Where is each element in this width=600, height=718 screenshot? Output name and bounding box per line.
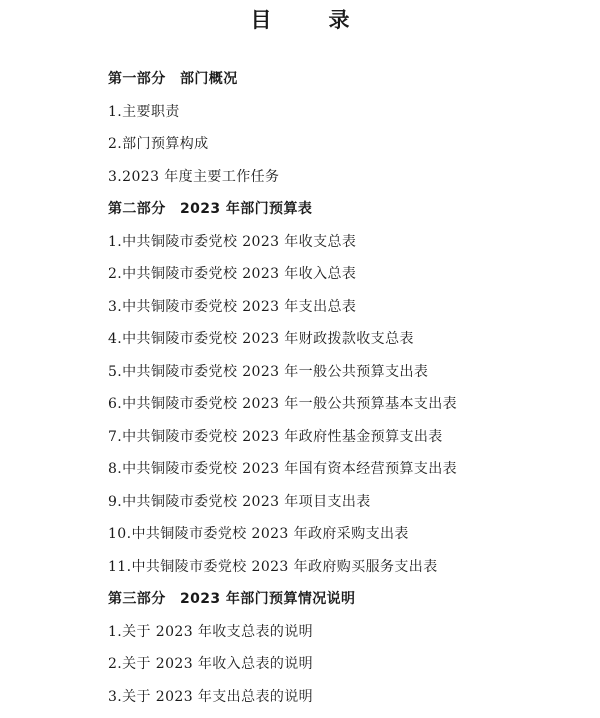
toc-item[interactable]: 3.关于 2023 年支出总表的说明 bbox=[108, 686, 588, 718]
toc-item[interactable]: 4.中共铜陵市委党校 2023 年财政拨款收支总表 bbox=[108, 328, 588, 361]
toc-item[interactable]: 3.2023 年度主要工作任务 bbox=[108, 166, 588, 199]
toc-item[interactable]: 1.主要职责 bbox=[108, 101, 588, 134]
toc-item[interactable]: 8.中共铜陵市委党校 2023 年国有资本经营预算支出表 bbox=[108, 458, 588, 491]
toc-item[interactable]: 11.中共铜陵市委党校 2023 年政府购买服务支出表 bbox=[108, 556, 588, 589]
table-of-contents bbox=[108, 68, 588, 718]
toc-item[interactable]: 2.部门预算构成 bbox=[108, 133, 588, 166]
toc-item[interactable]: 9.中共铜陵市委党校 2023 年项目支出表 bbox=[108, 491, 588, 524]
section-heading-2[interactable]: 第二部分 2023 年部门预算表 bbox=[108, 198, 588, 231]
toc-item[interactable]: 7.中共铜陵市委党校 2023 年政府性基金预算支出表 bbox=[108, 426, 588, 459]
toc-item[interactable]: 1.关于 2023 年收支总表的说明 bbox=[108, 621, 588, 654]
section-heading-1[interactable]: 第一部分 部门概况 bbox=[108, 68, 588, 101]
section-heading-3[interactable]: 第三部分 2023 年部门预算情况说明 bbox=[108, 588, 588, 621]
toc-item[interactable]: 6.中共铜陵市委党校 2023 年一般公共预算基本支出表 bbox=[108, 393, 588, 426]
toc-item[interactable]: 2.关于 2023 年收入总表的说明 bbox=[108, 653, 588, 686]
toc-item[interactable]: 5.中共铜陵市委党校 2023 年一般公共预算支出表 bbox=[108, 361, 588, 394]
toc-item[interactable]: 1.中共铜陵市委党校 2023 年收支总表 bbox=[108, 231, 588, 264]
page-title: 目 录 bbox=[0, 6, 600, 34]
toc-item[interactable]: 10.中共铜陵市委党校 2023 年政府采购支出表 bbox=[108, 523, 588, 556]
toc-item[interactable]: 3.中共铜陵市委党校 2023 年支出总表 bbox=[108, 296, 588, 329]
toc-item[interactable]: 2.中共铜陵市委党校 2023 年收入总表 bbox=[108, 263, 588, 296]
